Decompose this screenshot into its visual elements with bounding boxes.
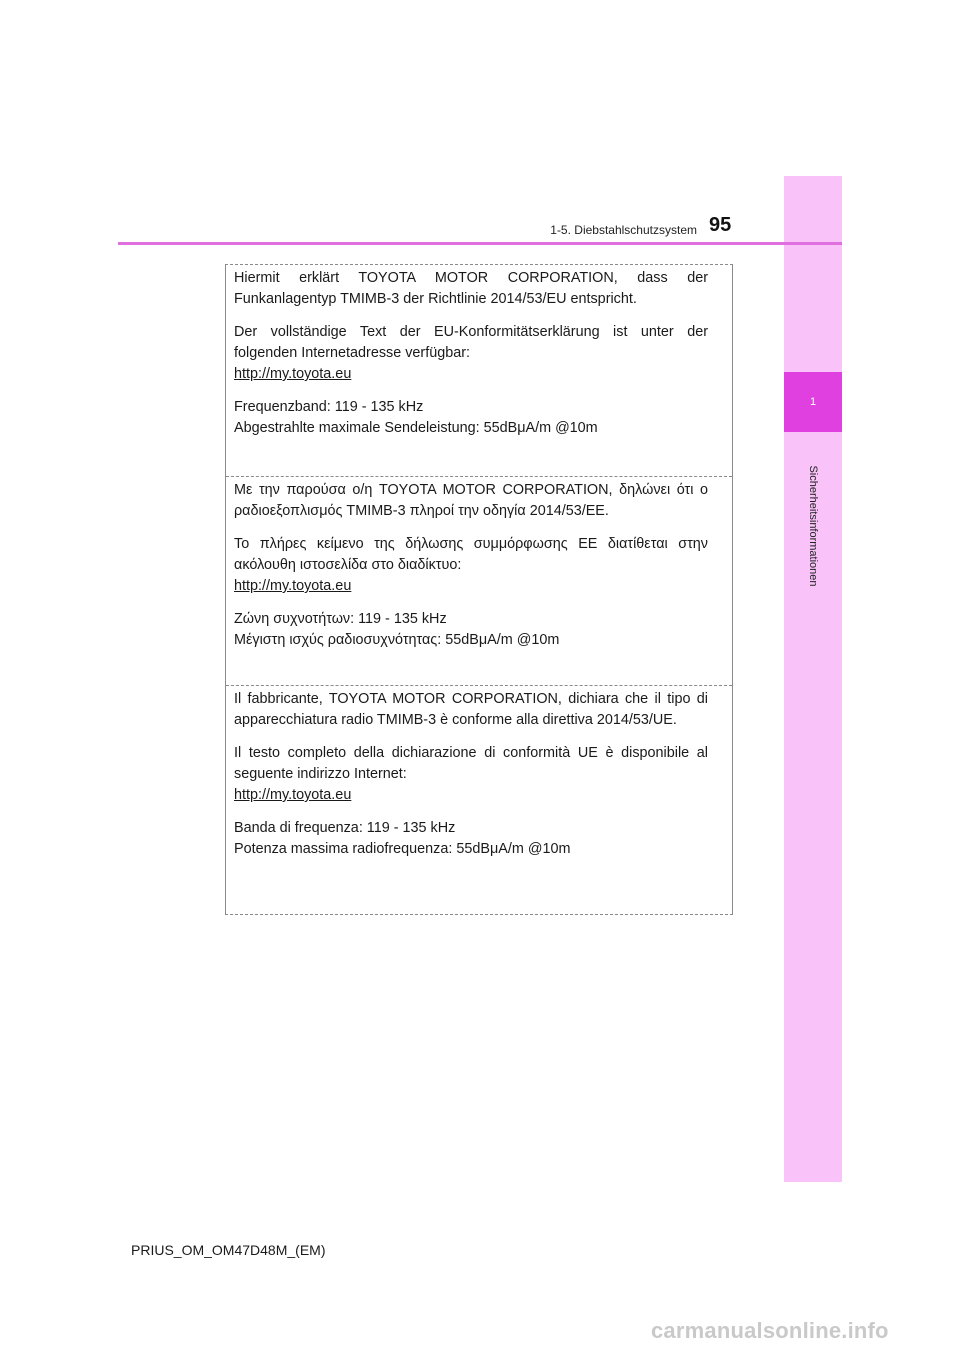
page-number: 95 [709, 214, 732, 236]
frequency-band: Frequenzband: 119 - 135 kHz [234, 399, 424, 415]
frequency-band: Ζώνη συχνοτήτων: 119 - 135 kHz [234, 611, 447, 627]
conformity-box [225, 264, 733, 915]
max-power: Potenza massima radiofrequenza: 55dBμA/m @10m [234, 841, 571, 857]
full-text-info: Το πλήρες κείμενο της δήλωσης συμμόρφωσης ΕΕ διατίθεται στην ακόλουθη ιστοσελίδα στο διαδίκτυο: [234, 536, 708, 573]
declaration-text: Με την παρούσα ο/η TOYOTA MOTOR CORPORATION, δηλώνει ότι ο ραδιοεξοπλισμός TMIMB-3 πληροί την οδηγία 2014/53/ΕΕ. [234, 482, 708, 519]
max-power: Abgestrahlte maximale Sendeleistung: 55dBμA/m @10m [234, 420, 598, 436]
section-greek [226, 476, 732, 651]
chapter-title-text: Sicherheitsinformationen [807, 465, 819, 587]
declaration-text: Hiermit erklärt TOYOTA MOTOR CORPORATION, dass der Funkanlagentyp TMIMB-3 der Richtlinie 2014/53/EU entspricht. [234, 270, 708, 307]
full-text-info: Der vollständige Text der EU-Konformitätserklärung ist unter der folgenden Internetadresse verfügbar: [234, 324, 708, 361]
toyota-link[interactable]: http://my.toyota.eu [234, 366, 352, 382]
section-title: 1-5. Diebstahlschutzsystem [550, 223, 697, 237]
declaration-text: Il fabbricante, TOYOTA MOTOR CORPORATION, dichiara che il tipo di apparecchiatura radio TMIMB-3 è conforme alla direttiva 2014/53/UE. [234, 691, 708, 728]
frequency-band: Banda di frequenza: 119 - 135 kHz [234, 820, 456, 836]
side-chapter-tab [784, 176, 842, 1182]
section-german [226, 268, 732, 439]
watermark: carmanualsonline.info [651, 1318, 889, 1343]
full-text-info: Il testo completo della dichiarazione di conformità UE è disponibile al seguente indirizzo Internet: [234, 745, 708, 782]
document-code: PRIUS_OM_OM47D48M_(EM) [131, 1242, 326, 1258]
max-power: Μέγιστη ισχύς ραδιοσυχνότητας: 55dBμA/m @10m [234, 632, 560, 648]
toyota-link[interactable]: http://my.toyota.eu [234, 787, 352, 803]
toyota-link[interactable]: http://my.toyota.eu [234, 578, 352, 594]
section-italian [226, 685, 732, 860]
chapter-number: 1 [784, 372, 842, 432]
header-rule [118, 242, 842, 245]
